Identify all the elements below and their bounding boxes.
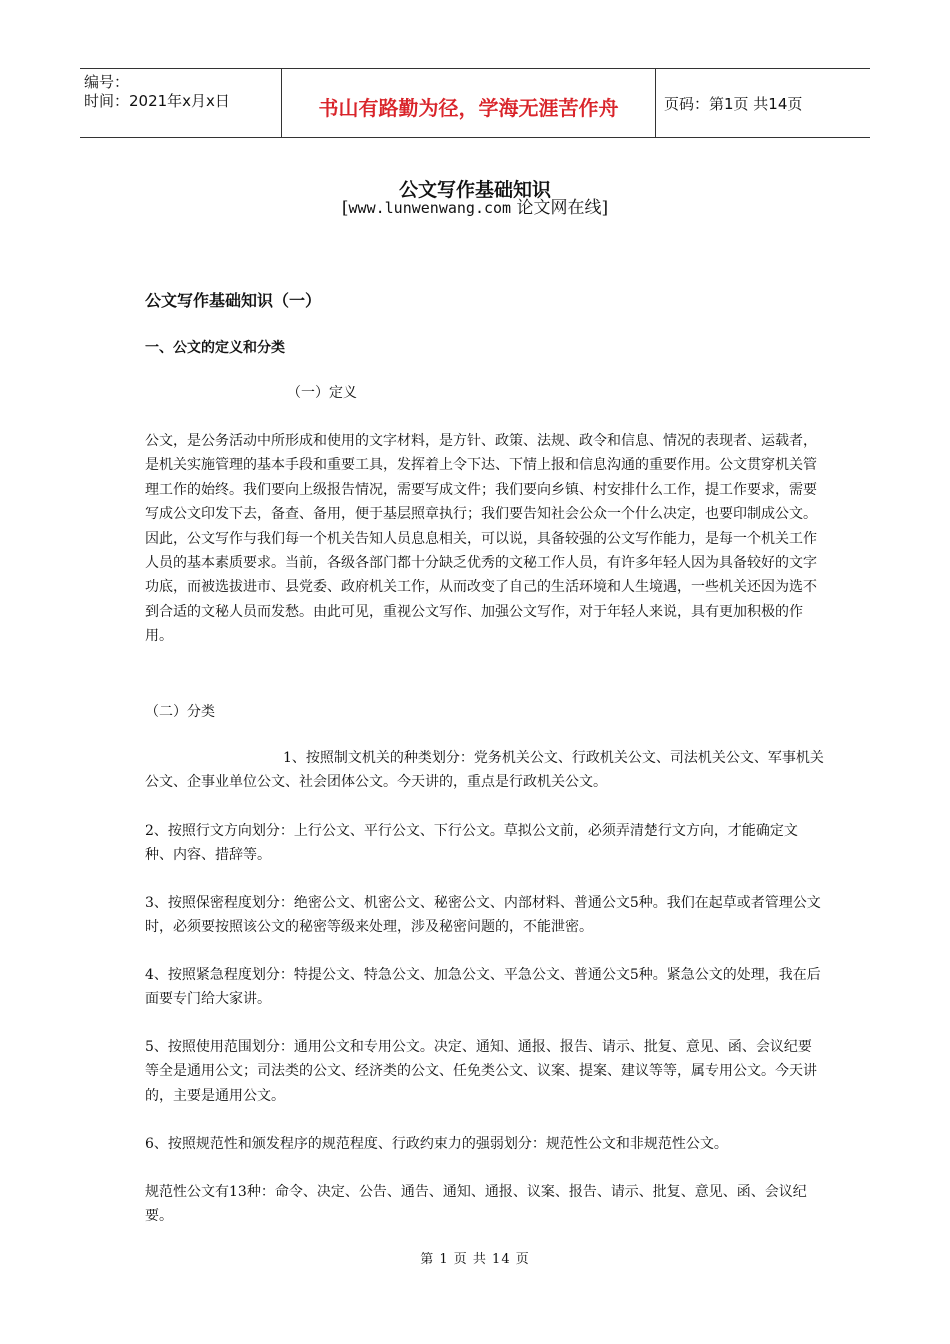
classification-item-2: 2、按照行文方向划分：上行公文、平行公文、下行公文。草拟公文前，必须弄清楚行文方向，才能确定文种、内容、措辞等。 <box>145 823 798 864</box>
header-table <box>80 68 870 138</box>
definition-paragraph: 公文，是公务活动中所形成和使用的文字材料，是方针、政策、法规、政令和信息、情况的表现者、运载者，是机关实施管理的基本手段和重要工具，发挥着上令下达、下情上报和信息沟通的重要作用。公文贯穿机关管理工作的始终。我们要向上级报告情况，需要写成文件；我们要向乡镇、村安排什么工作，提工作要求，需要写成公文印发下去，备查、备用，便于基层照章执行；我们要告知社会公众一个什么决定，也要印制成公文。因此，公文写作与我们每一个机关告知人员息息相关，可以说，具备较强的公文写作能力，是每一个机关工作人员的基本素质要求。当前，各级各部门都十分缺乏优秀的文秘工作人员，有许多年轻人因为具备较好的文字功底，而被选拔进市、县党委、政府机关工作，从而改变了自己的生活环境和人生境遇，一些机关还因为选不到合适的文秘人员而发愁。由此可见，重视公文写作、加强公文写作，对于年轻人来说，具有更加积极的作用。 <box>145 433 817 645</box>
number-label: 编号： <box>84 73 130 91</box>
sub-heading: 一、公文的定义和分类 <box>145 340 285 356</box>
classification-label: （二）分类 <box>145 704 215 720</box>
document-title: 公文写作基础知识 <box>398 179 551 201</box>
subtitle-url: www.lunwenwang.com <box>348 199 512 217</box>
classification-item-4: 4、按照紧急程度划分：特提公文、特急公文、加急公文、平急公文、普通公文5种。紧急公文的处理，我在后面要专门给大家讲。 <box>145 967 821 1008</box>
time-label: 时间：2021年x月x日 <box>84 92 230 110</box>
motto: 书山有路勤为径，学海无涯苦作舟 <box>282 69 656 137</box>
page-info: 页码：第1页 共14页 <box>664 94 803 113</box>
subtitle-open-bracket: [ <box>341 198 349 218</box>
document-subtitle <box>0 193 950 218</box>
header-left-cell <box>80 69 282 137</box>
normative-documents-paragraph: 规范性公文有13种：命令、决定、公告、通告、通知、通报、议案、报告、请示、批复、意见、函、会议纪要。 <box>145 1184 807 1225</box>
classification-item-5: 5、按照使用范围划分：通用公文和专用公文。决定、通知、通报、报告、请示、批复、意见、函、会议纪要等全是通用公文；司法类的公文、经济类的公文、任免类公文、议案、提案、建议等等，属专用公文。今天讲的，主要是通用公文。 <box>145 1039 817 1104</box>
section-heading: 公文写作基础知识（一） <box>145 291 322 310</box>
classification-item-6: 6、按照规范性和颁发程序的规范程度、行政约束力的强弱划分：规范性公文和非规范性公文。 <box>145 1136 728 1152</box>
classification-item-3: 3、按照保密程度划分：绝密公文、机密公文、秘密公文、内部材料、普通公文5种。我们在起草或者管理公文时，必须要按照该公文的秘密等级来处理，涉及秘密问题的，不能泄密。 <box>145 895 821 936</box>
definition-label: （一）定义 <box>287 385 357 401</box>
classification-item-1: 1、按照制文机关的种类划分：党务机关公文、行政机关公文、司法机关公文、军事机关公文、企事业单位公文、社会团体公文。今天讲的，重点是行政机关公文。 <box>145 750 824 791</box>
subtitle-rest: 论文网在线] <box>511 198 609 218</box>
page-footer: 第 1 页 共 14 页 <box>420 1252 530 1267</box>
